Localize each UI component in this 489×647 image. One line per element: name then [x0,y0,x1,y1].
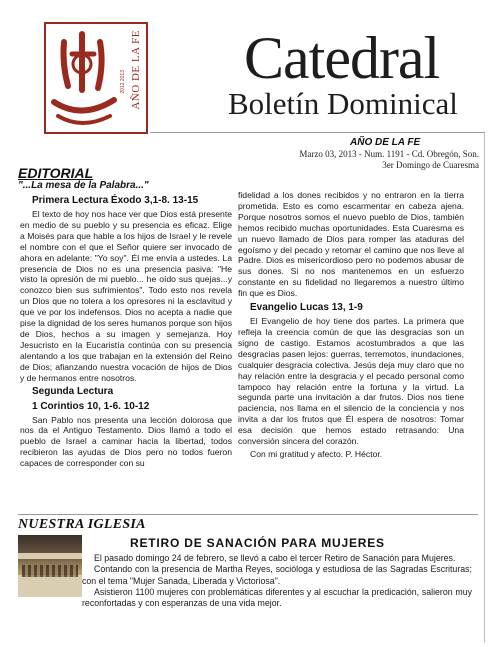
issue-date-line: Marzo 03, 2013 - Num. 1191 - Cd. Obregón, Son. [299,149,479,159]
photo-light [18,553,82,559]
editorial-subtitle: "...La mesa de la Palabra..." [18,180,149,191]
primera-lectura-text: El texto de hoy nos hace ver que Dios está presente en medio de su pueblo y su presencia es eficaz. Elige a Moisés para que hable a los hijos de Israel y le revele el nombre con el que el Señor quiere ser invocado de ahora en adelante: "Yo soy". Él me envía a ustedes. La presencia de Dios no es una presencia pasiva: "He visto la opresión de mi pueblo... he oído sus quejas...y conozco bien sus sufrimientos". Todo esto nos revela un Dios que no tolera a los opresores ni la esclavitud y que ve por los indefensos. Dios no acepta a nadie que pise la dignidad de los seres humanos porque son hijos de Dios, hechos a su imagen y semejanza. Hoy Jesucristo en la Eucaristía continúa con su presencia alentando a los que trabajan en la extensión del Reino de Dios; afianzando nuestra vocación de hijos de Dios y de hermanos entre nosotros. [20,209,232,383]
evangelio-heading: Evangelio Lucas 13, 1-9 [250,302,363,314]
nuestra-iglesia-title: NUESTRA IGLESIA [18,517,146,532]
retiro-body [82,553,472,609]
masthead-divider [150,132,485,133]
retiro-photo [18,535,82,597]
editorial-signature: Con mi gratitud y afecto. P. Héctor. [250,448,383,459]
issue-info [239,149,479,171]
retiro-paragraph-2: Contando con la presencia de Martha Reyes, socióloga y estudiosa de las Sagradas Escrituras; con el tema "Mujer Sanada, Liberada y Victoriosa". [82,564,472,586]
ano-de-la-fe-logo [44,22,148,134]
photo-floor [18,575,82,597]
section-divider [18,514,478,515]
masthead-subtitle: Boletín Dominical [228,86,458,121]
segunda-lectura-reference: 1 Corintios 10, 1-6. 10-12 [32,400,150,412]
retiro-paragraph-3: Asistieron 1100 mujeres con problemáticas diferentes y al escuchar la predicación, salieron muy reconfortadas y con esperanzas de una vida mejor. [82,586,472,609]
photo-crowd [22,565,78,577]
editorial-column-right [238,190,464,460]
primera-lectura-heading: Primera Lectura Éxodo 3,1-8. 13-15 [32,195,199,206]
retiro-title: RETIRO DE SANACIÓN PARA MUJERES [130,536,385,550]
issue-sunday-line: 3er Domingo de Cuaresma [382,160,479,170]
issue-year-label: AÑO DE LA FE [350,137,421,148]
logo-text: AÑO DE LA FE [130,30,142,110]
logo-years: 2012 2013 [120,70,126,94]
page-border [484,133,485,643]
segunda-lectura-heading: Segunda Lectura [32,385,114,397]
editorial-title: EDITORIAL [18,165,94,181]
masthead-title: Catedral [244,25,440,91]
segunda-lectura-continued: fidelidad a los dones recibidos y no entraron en la tierra prometida. Esto es como escarmentar en cabeza ajena. Porque nosotros somos el nuevo pueblo de Dios, también hemos recibido muchas oportunidades. Esta Cuaresma es un nuevo llamado de Dios para romper las ataduras del egoísmo y del pecado y retomar el camino que nos lleve al Padre. Dios es misericordioso pero no podemos abusar de sus dones. Si no nos mantenemos en un esfuerzo constante en su fidelidad no llegaremos a nuestro último fin que es Dios. [238,190,464,299]
retiro-paragraph-1: El pasado domingo 24 de febrero, se llevó a cabo el tercer Retiro de Sanación para Mujeres. [94,553,456,563]
segunda-lectura-text: San Pablo nos presenta una lección dolorosa que nos da el Antiguo Testamento. Dios llamó a todo el pueblo de Israel a caminar hacia la libertad, todos recibieron las ayudas de Dios pero no todos fueron capaces de corresponder con su [20,414,232,469]
evangelio-text: El Evangelio de hoy tiene dos partes. La primera que refleja la creencia común de que las desgracias son un signo de castigo. Estamos acostumbrados a que las desgracias pasen lejos: guerras, terremotos, inundaciones, cualquier desgracia colectiva. Jesús deja muy claro que no hay relación entre la desgracia y el pecado personal como tampoco hay relación entre la fortuna y la virtud. La segunda parte una invitación a dar frutos. Dios nos tiene paciencia, nos llama en el silencio de la conciencia y nos invita a dar los frutos que Él espera de nosotros: Tomar esa decisión que hemos estado retrasando: Una conversión sincera del corazón. [238,316,464,447]
editorial-column-left [20,194,232,469]
